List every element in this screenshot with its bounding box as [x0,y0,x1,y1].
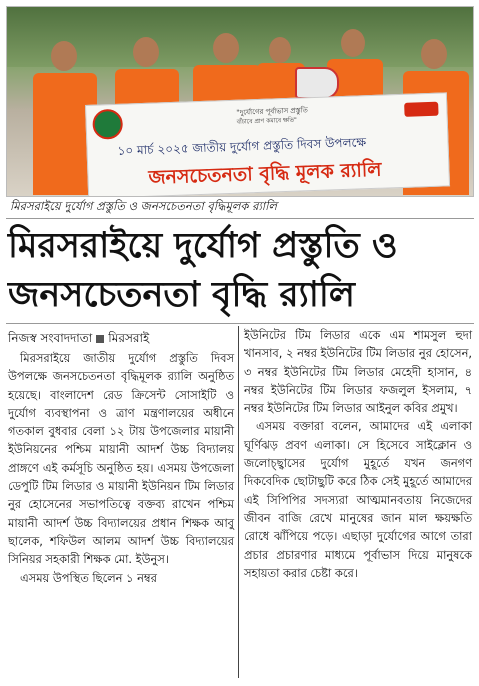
article-paragraph: ইউনিটের টিম লিডার একে এম শামসুল হুদা খানসাব, ২ নম্বর ইউনিটের টিম লিডার নুর হোসেন, ৩ নম্বর ইউনিটের টিম লিডার মেহেদী হাসান, ৪ নম্বর ইউনিটের টিম লিডার ফজলুল ইসলাম, ৭ নম্বর ইউনিটের টিম লিডার আইনুল কবির প্রমুখ। [244,328,472,416]
column-divider [238,326,239,678]
headline-line-2: জনসচেতনতা বৃদ্ধি র‍্যালি [8,274,356,315]
person-head [133,37,159,67]
person-head [213,33,239,63]
byline [8,330,149,350]
person-head [421,39,447,69]
person-head [341,29,365,57]
photo-caption: মিরসরাইয়ে দুর্যোগ প্রস্তুতি ও জনসচেতনতা বৃদ্ধিমূলক র‍্যালি [10,199,277,213]
banner-date: ১০ মার্চ ২০২৫ জাতীয় দুর্যোগ প্রস্তুতি দিবস উপলক্ষে [117,135,367,158]
news-photo [6,6,474,197]
rally-banner [85,92,450,197]
megaphone-icon [295,67,339,99]
government-logo [92,109,123,140]
person-head [51,41,77,71]
article-column-left [8,349,234,587]
red-crescent-logo [404,102,438,117]
dateline-location: মিরসরাই [108,331,150,345]
divider-line [6,323,474,324]
banner-title: জনসচেতনতা বৃদ্ধি মূলক র‍্যালি [148,158,382,189]
divider-line [6,218,474,219]
reporter-name: নিজস্ব সংবাদদাতা [8,331,93,345]
square-bullet-icon [96,335,104,343]
headline-line-1: মিরসরাইয়ে দুর্যোগ প্রস্তুতি ও [8,225,398,266]
article-paragraph: এসময় বক্তারা বলেন, আমাদের এই এলাকা ঘূর্ণিঝড় প্রবণ এলাকা। সে হিসেবে সাইক্লোন ও জলোচ্ছ্বাসের দুর্যোগ মুহূর্তে যখন জনগণ দিকবেদিক ছোটাছুটি করে ঠিক সেই মুহূর্তে আমাদের এই সিপিপির সদস্যরা আত্মমানবতায় নিজেদের জীবন বাজি রেখে মানুষের জান মাল ক্ষয়ক্ষতি রোধে ঝাঁপিয়ে পড়ে। এছাড়া দুর্যোগের আগে তারা প্রচার প্রচারণার মাধ্যমে পূর্বাভাস দিয়ে মানুষকে সহায়তা করার চেষ্টা করে। [244,419,472,580]
article-paragraph: এসময় উপস্থিত ছিলেন ১ নম্বর [20,570,157,585]
banner-slogan: "দুর্যোগের পূর্বাভাস প্রস্তুতি [236,106,309,117]
article-column-right [244,326,472,582]
banner-slogan-sub: বাঁচাবে প্রাণ কমাবে ক্ষতি" [236,116,298,126]
photo-background [7,7,473,67]
article-paragraph: মিরসরাইয়ে জাতীয় দুর্যোগ প্রস্তুতি দিবস উপলক্ষে জনসচেতনতা বৃদ্ধিমূলক র‍্যালি অনুষ্ঠিত হয়েছে। বাংলাদেশ রেড ক্রিসেন্ট সোসাইটি ও দুর্যোগ ব্যবস্থাপনা ও ত্রাণ মন্ত্রণালয়ের অধীনে গতকাল বুধবার বেলা ১২ টায় উপজেলার মায়ানী ইউনিয়নের পশ্চিম মায়ানী আদর্শ উচ্চ বিদ্যালয় প্রাঙ্গণে এই কর্মসূচি অনুষ্ঠিত হয়। এসময় উপজেলা ডেপুটি টিম লিডার ও মায়ানী ইউনিয়ন টিম লিডার নুর হোসেনের সভাপতিত্বে বক্তব্য রাখেন পশ্চিম মায়ানী আদর্শ উচ্চ বিদ্যালয়ের প্রধান শিক্ষক আবু ছালেক, শফিউল আলম আদর্শ উচ্চ বিদ্যালয়ের সিনিয়র সহকারী শিক্ষক মো. ইউনুস। [8,351,234,567]
person-head [269,37,291,63]
